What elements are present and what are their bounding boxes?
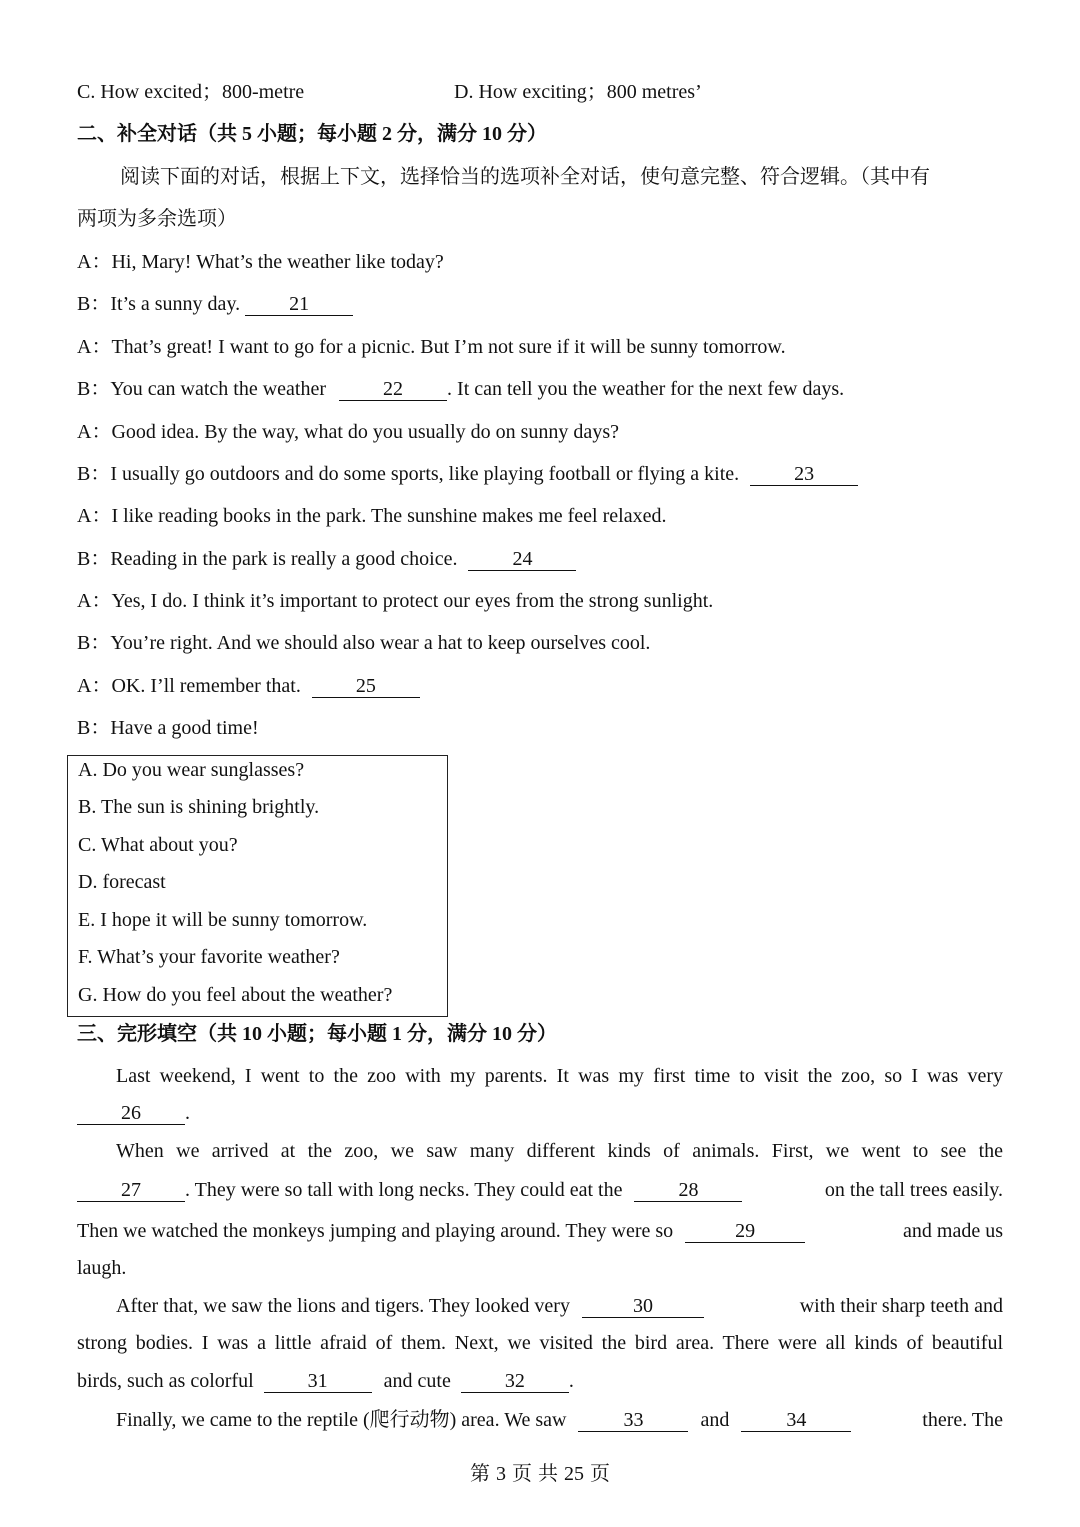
option-g: G. How do you feel about the weather? xyxy=(78,984,393,1006)
passage-text: with their sharp teeth and xyxy=(799,1295,1003,1317)
answer-blank-21[interactable]: 21 xyxy=(245,293,353,316)
passage-text: Finally, we came to the reptile (爬行动物) area. We saw xyxy=(116,1409,567,1431)
option-b: B. The sun is shining brightly. xyxy=(78,796,320,818)
passage-text: and made us xyxy=(903,1220,1003,1242)
passage-p2-line3 xyxy=(77,1219,1003,1243)
passage-text: and cute xyxy=(383,1370,451,1392)
option-c: C. What about you? xyxy=(78,834,238,856)
dialogue-text: You’re right. And we should also wear a hat to keep ourselves cool. xyxy=(110,632,651,654)
answer-blank-31[interactable]: 31 xyxy=(264,1370,372,1393)
passage-text: on the tall trees easily. xyxy=(824,1179,1003,1201)
dialogue-text: OK. I’ll remember that. xyxy=(111,675,306,697)
passage-p2-line1: When we arrived at the zoo, we saw many different kinds of animals. First, we went to see the xyxy=(116,1140,1003,1162)
answer-blank-33[interactable]: 33 xyxy=(578,1409,688,1432)
answer-blank-24[interactable]: 24 xyxy=(468,548,576,571)
answer-blank-30[interactable]: 30 xyxy=(582,1295,704,1318)
speaker-label: B： xyxy=(77,717,111,739)
speaker-label: A： xyxy=(77,336,112,358)
option-a: A. Do you wear sunglasses? xyxy=(78,759,305,781)
dialogue-line xyxy=(77,292,353,316)
dialogue-line xyxy=(77,504,666,528)
speaker-label: B： xyxy=(77,548,111,570)
passage-text: there. The xyxy=(922,1409,1003,1431)
speaker-label: B： xyxy=(77,378,111,400)
dialogue-text: I like reading books in the park. The sunshine makes me feel relaxed. xyxy=(111,505,667,527)
dialogue-text: Hi, Mary! What’s the weather like today? xyxy=(111,251,444,273)
dialogue-line xyxy=(77,335,786,359)
dialogue-text: Yes, I do. I think it’s important to protect our eyes from the strong sunlight. xyxy=(111,590,714,612)
passage-text: birds, such as colorful xyxy=(77,1370,254,1392)
dialogue-line xyxy=(77,589,713,613)
dialogue-text: Good idea. By the way, what do you usually do on sunny days? xyxy=(111,421,619,443)
speaker-label: A： xyxy=(77,590,112,612)
speaker-label: A： xyxy=(77,675,112,697)
speaker-label: A： xyxy=(77,505,112,527)
dialogue-text: That’s great! I want to go for a picnic. But I’m not sure if it will be sunny tomorrow. xyxy=(111,336,786,358)
dialogue-text: Have a good time! xyxy=(110,717,259,739)
footer-ye: 页 xyxy=(512,1463,532,1485)
footer-di: 第 xyxy=(470,1463,490,1485)
passage-text: After that, we saw the lions and tigers. They looked very xyxy=(116,1295,570,1317)
passage-text: . xyxy=(568,1370,574,1392)
passage-text: . They were so tall with long necks. They could eat the xyxy=(185,1179,623,1201)
passage-p4-line1 xyxy=(116,1408,1003,1432)
dialogue-text: . It can tell you the weather for the next few days. xyxy=(447,378,845,400)
section2-instruction-line1: 阅读下面的对话，根据上下文，选择恰当的选项补全对话，使句意完整、符合逻辑。（其中有 xyxy=(120,166,930,188)
answer-blank-25[interactable]: 25 xyxy=(312,675,420,698)
speaker-label: A： xyxy=(77,251,112,273)
speaker-label: B： xyxy=(77,632,111,654)
speaker-label: B： xyxy=(77,463,111,485)
passage-p3-line1 xyxy=(116,1294,1003,1318)
answer-blank-23[interactable]: 23 xyxy=(750,463,858,486)
option-e: E. I hope it will be sunny tomorrow. xyxy=(78,909,368,931)
section2-heading: 二、补全对话（共 5 小题；每小题 2 分，满分 10 分） xyxy=(77,123,547,145)
answer-blank-22[interactable]: 22 xyxy=(339,378,447,401)
dialogue-text: I usually go outdoors and do some sports, like playing football or flying a kite. xyxy=(110,463,745,485)
answer-blank-32[interactable]: 32 xyxy=(461,1370,569,1393)
section3-heading: 三、完形填空（共 10 小题；每小题 1 分，满分 10 分） xyxy=(77,1023,557,1045)
dialogue-text: Reading in the park is really a good choice. xyxy=(110,548,463,570)
passage-p3-line2: strong bodies. I was a little afraid of them. Next, we visited the bird area. There were all kinds of beautiful xyxy=(77,1332,1003,1354)
speaker-label: A： xyxy=(77,421,112,443)
dialogue-line xyxy=(77,631,650,655)
dialogue-text: You can watch the weather xyxy=(110,378,332,400)
dialogue-line xyxy=(77,462,858,486)
answer-blank-27[interactable]: 27 xyxy=(77,1179,185,1202)
answer-blank-28[interactable]: 28 xyxy=(634,1179,742,1202)
passage-p3-line3 xyxy=(77,1369,574,1393)
dialogue-line xyxy=(77,377,844,401)
dialogue-line xyxy=(77,716,259,740)
passage-p1-line2 xyxy=(77,1101,190,1125)
dialogue-line xyxy=(77,674,420,698)
passage-text: Then we watched the monkeys jumping and playing around. They were so xyxy=(77,1220,674,1242)
answer-blank-34[interactable]: 34 xyxy=(741,1409,851,1432)
section2-instruction-line2: 两项为多余选项） xyxy=(77,208,237,230)
passage-p2-line4: laugh. xyxy=(77,1257,127,1279)
passage-text: . xyxy=(185,1102,190,1124)
answer-blank-29[interactable]: 29 xyxy=(685,1220,805,1243)
option-d-previous: D. How exciting；800 metres’ xyxy=(454,81,702,103)
page-footer xyxy=(0,1462,1080,1486)
answer-blank-26[interactable]: 26 xyxy=(77,1102,185,1125)
option-f: F. What’s your favorite weather? xyxy=(78,946,340,968)
passage-p1-line1: Last weekend, I went to the zoo with my parents. It was my first time to visit the zoo, so I was very xyxy=(116,1065,1003,1087)
options-box xyxy=(67,755,448,1017)
option-d: D. forecast xyxy=(78,871,166,893)
dialogue-text: It’s a sunny day. xyxy=(110,293,246,315)
dialogue-line xyxy=(77,547,576,571)
passage-p2-line2 xyxy=(77,1178,1003,1202)
footer-total-pages: 25 xyxy=(564,1463,584,1485)
passage-text: and xyxy=(700,1409,730,1431)
footer-page-number: 3 xyxy=(496,1463,506,1485)
speaker-label: B： xyxy=(77,293,111,315)
footer-ye2: 页 xyxy=(590,1463,610,1485)
dialogue-line xyxy=(77,250,444,274)
option-c-previous: C. How excited；800-metre xyxy=(77,81,305,103)
dialogue-line xyxy=(77,420,619,444)
footer-gong: 共 xyxy=(538,1463,558,1485)
